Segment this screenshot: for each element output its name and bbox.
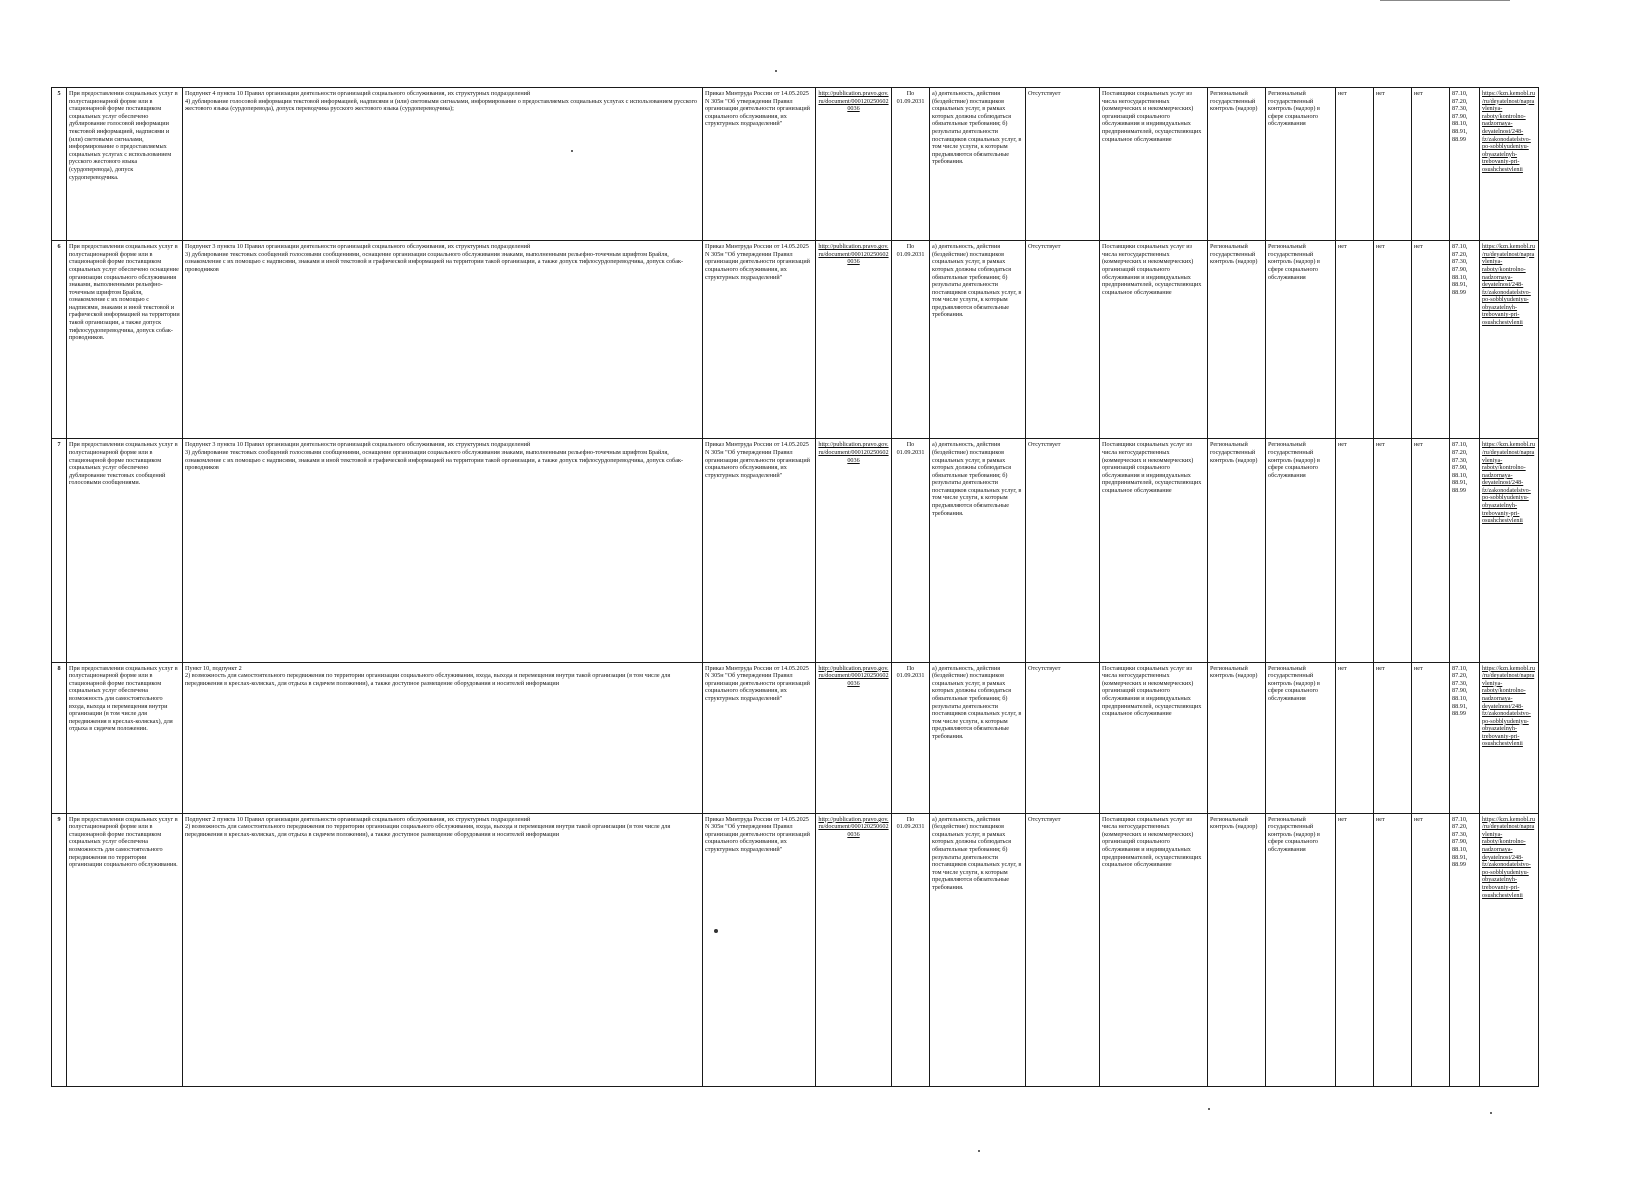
requirement-cell: При предоставлении социальных услуг в полустационарной форме или в стационарной форме поставщиком социальных услуг обеспечено дублирование голосовой информации текстовой информацией, надписями и (или) световыми сигналами, информирование о предоставляемых социальных услугах с использованием русского жестового языка (сурдоперевода), допуск сурдопереводчика. <box>67 88 183 241</box>
requirement-cell: При предоставлении социальных услуг в полустационарной форме или в стационарной форме поставщиком социальных услуг обеспечена возможность для самостоятельного передвижения по территории организации социального обслуживания. <box>67 813 183 1086</box>
publication-link-cell[interactable] <box>816 813 892 1086</box>
flag-cell-3: нет <box>1412 439 1450 662</box>
scan-speck <box>775 70 777 72</box>
control-subjects-cell: а) деятельность, действия (бездействие) поставщиков социальных услуг, в рамках которых должны соблюдаться обязательные требования; б) результаты деятельности поставщиков социальных услуг, в том числе услуги, к которым предъявляются обязательные требования. <box>930 662 1026 813</box>
scan-speck <box>978 1150 980 1152</box>
controlled-persons-cell: Поставщики социальных услуг из числа негосударственных (коммерческих и некоммерческих) организаций социального обслуживания и индивидуальных предпринимателей, осуществляющих социальное обслуживание <box>1100 241 1208 439</box>
scan-speck <box>571 150 573 152</box>
control-type-cell: Региональный контроль (надзор) <box>1208 813 1266 1086</box>
controlled-persons-cell: Поставщики социальных услуг из числа негосударственных (коммерческих и некоммерческих) организаций социального обслуживания и индивидуальных предпринимателей, осуществляющих социальное обслуживание <box>1100 813 1208 1086</box>
provision-heading: Подпункт 3 пункта 10 Правил организации деятельности организаций социального обслуживания, их структурных подразделений <box>185 243 531 251</box>
info-url-link[interactable]: https://kzn.kemobl.ru/ru/deyatelnost/napravleniya-raboty/kontrolno-nadzornaya-deyatelnost/248-fz/zakonodatelstvo-po-sobblyudeniyu-obyazatelnyh-trebovaniy-pri-osushchestvlenii <box>1482 90 1535 173</box>
provision-text: 3) дублирование текстовых сообщений голосовыми сообщениями, оснащение организации социального обслуживания знаками, выполненными рельефно-точечным шрифтом Брайля, ознакомление с их помощью с надписями, знаками и иной текстовой и графической информацией на территории такой организации, а также допуск тифлосурдопереводчика, допуск собак-проводников <box>185 448 684 472</box>
control-name-cell: Региональный государственный контроль (надзор) в сфере социального обслуживания <box>1266 662 1336 813</box>
control-type-cell: Региональный государственный контроль (надзор) <box>1208 439 1266 662</box>
scan-speck <box>1490 1112 1492 1114</box>
legal-act-cell: Приказ Минтруда России от 14.05.2025 N 305н "Об утверждении Правил организации деятельности организаций социального обслуживания, их структурных подразделений" <box>703 241 816 439</box>
info-url-cell[interactable] <box>1480 88 1539 241</box>
row-number: 8 <box>52 662 67 813</box>
controlled-persons-cell: Поставщики социальных услуг из числа негосударственных (коммерческих и некоммерческих) организаций социального обслуживания и индивидуальных предпринимателей, осуществляющих социальное обслуживание <box>1100 88 1208 241</box>
okved-cell: 87.10, 87.20, 87.30, 87.90, 88.10, 88.91, 88.99 <box>1450 439 1480 662</box>
publication-link[interactable]: http://publication.pravo.gov.ru/document/0001202506020036 <box>818 815 889 838</box>
requirement-cell: При предоставлении социальных услуг в полустационарной форме или в стационарной форме поставщиком социальных услуг обеспечено оснащение организации социального обслуживания знаками, выполненными рельефно-точечным шрифтом Брайля, ознакомление с их помощью с надписями, знаками и иной текстовой и графической информацией на территории такой организации, а также допуск тифлосурдопереводчика, допуск собак-проводников. <box>67 241 183 439</box>
okved-cell: 87.10, 87.20, 87.30, 87.90, 88.10, 88.91, 88.99 <box>1450 662 1480 813</box>
flag-cell-1: нет <box>1336 88 1374 241</box>
provision-heading: Подпункт 3 пункта 10 Правил организации деятельности организаций социального обслуживания, их структурных подразделений <box>185 441 531 449</box>
publication-link-cell[interactable] <box>816 88 892 241</box>
flag-cell-2: нет <box>1374 88 1412 241</box>
absent-cell: Отсутствует <box>1026 241 1100 439</box>
flag-cell-2: нет <box>1374 813 1412 1086</box>
scan-streak <box>1380 0 1510 1</box>
controlled-persons-cell: Поставщики социальных услуг из числа негосударственных (коммерческих и некоммерческих) организаций социального обслуживания и индивидуальных предпринимателей, осуществляющих социальное обслуживание <box>1100 662 1208 813</box>
row-number: 5 <box>52 88 67 241</box>
control-name-cell: Региональный государственный контроль (надзор) в сфере социального обслуживания <box>1266 813 1336 1086</box>
validity-date-cell: По 01.09.2031 <box>892 813 930 1086</box>
requirement-cell: При предоставлении социальных услуг в полустационарной форме или в стационарной форме поставщиком социальных услуг обеспечена возможность для самостоятельного входа, выхода и перемещения внутри организации (в том числе для передвижения в креслах-колясках), для отдыха в сидячем положении. <box>67 662 183 813</box>
flag-cell-1: нет <box>1336 813 1374 1086</box>
scan-speck <box>714 929 718 933</box>
info-url-cell[interactable] <box>1480 439 1539 662</box>
info-url-cell[interactable] <box>1480 662 1539 813</box>
control-type-cell: Региональный контроль (надзор) <box>1208 662 1266 813</box>
info-url-link[interactable]: https://kzn.kemobl.ru/ru/deyatelnost/napravleniya-raboty/kontrolno-nadzornaya-deyatelnost/248-fz/zakonodatelstvo-po-sobblyudeniyu-obyazatelnyh-trebovaniy-pri-osushchestvlenii <box>1482 664 1535 748</box>
flag-cell-3: нет <box>1412 662 1450 813</box>
provision-cell <box>183 439 703 662</box>
okved-cell: 87.10, 87.20, 87.30, 87.90, 88.10, 88.91, 88.99 <box>1450 88 1480 241</box>
flag-cell-2: нет <box>1374 662 1412 813</box>
control-type-cell: Региональный государственный контроль (надзор) <box>1208 241 1266 439</box>
okved-cell: 87.10, 87.20, 87.30, 87.90, 88.10, 88.91, 88.99 <box>1450 813 1480 1086</box>
requirements-table <box>51 87 1539 1087</box>
publication-link-cell[interactable] <box>816 439 892 662</box>
requirement-cell: При предоставлении социальных услуг в полустационарной форме или в стационарной форме поставщиком социальных услуг обеспечено дублирование текстовых сообщений голосовыми сообщениями. <box>67 439 183 662</box>
publication-link[interactable]: http://publication.pravo.gov.ru/document/0001202506020036 <box>818 664 889 687</box>
control-name-cell: Региональный государственный контроль (надзор) в сфере социального обслуживания <box>1266 88 1336 241</box>
publication-link[interactable]: http://publication.pravo.gov.ru/document/0001202506020036 <box>818 243 889 266</box>
validity-date-cell: По 01.09.2031 <box>892 439 930 662</box>
provision-text: 4) дублирование голосовой информации текстовой информацией, надписями и (или) световыми сигналами, информирование о предоставляемых социальных услугах с использованием русского жестового языка (сурдоперевода), допуск переводчика русского жестового языка (сурдопереводчика); <box>185 97 697 113</box>
publication-link-cell[interactable] <box>816 662 892 813</box>
control-subjects-cell: а) деятельность, действия (бездействие) поставщиков социальных услуг, в рамках которых должны соблюдаться обязательные требования; б) результаты деятельности поставщиков социальных услуг, в том числе услуги, к которым предъявляются обязательные требования. <box>930 813 1026 1086</box>
publication-link[interactable]: http://publication.pravo.gov.ru/document/0001202506020036 <box>818 441 889 464</box>
flag-cell-1: нет <box>1336 439 1374 662</box>
table-row <box>52 662 1539 813</box>
flag-cell-3: нет <box>1412 813 1450 1086</box>
table-row <box>52 813 1539 1086</box>
flag-cell-2: нет <box>1374 241 1412 439</box>
provision-text: 2) возможность для самостоятельного передвижения по территории организации социального обслуживания, входа, выхода и перемещения внутри такой организации (в том числе для передвижения в креслах-колясках, для отдыха в сидячем положении), а также доступное размещение оборудования и носителей информации <box>185 823 671 838</box>
scan-speck <box>1208 1108 1210 1110</box>
okved-cell: 87.10, 87.20, 87.30, 87.90, 88.10, 88.91, 88.99 <box>1450 241 1480 439</box>
flag-cell-2: нет <box>1374 439 1412 662</box>
provision-text: 2) возможность для самостоятельного передвижения по территории организации социального обслуживания, входа, выхода и перемещения внутри такой организации (в том числе для передвижения в креслах-колясках, для отдыха в сидячем положении), а также доступное размещение оборудования и носителей информации <box>185 672 671 687</box>
info-url-cell[interactable] <box>1480 241 1539 439</box>
validity-date-cell: По 01.09.2031 <box>892 662 930 813</box>
provision-text: 3) дублирование текстовых сообщений голосовыми сообщениями, оснащение организации социального обслуживания знаками, выполненными рельефно-точечным шрифтом Брайля, ознакомление с их помощью с надписями, знаками и иной текстовой и графической информацией на территории такой организации, а также допуск тифлосурдопереводчика, допуск собак-проводников <box>185 250 684 273</box>
control-subjects-cell: а) деятельность, действия (бездействие) поставщиков социальных услуг, в рамках которых должны соблюдаться обязательные требования; б) результаты деятельности поставщиков социальных услуг, в том числе услуги, к которым предъявляются обязательные требования. <box>930 88 1026 241</box>
table-row <box>52 88 1539 241</box>
absent-cell: Отсутствует <box>1026 439 1100 662</box>
control-name-cell: Региональный государственный контроль (надзор) в сфере социального обслуживания <box>1266 241 1336 439</box>
controlled-persons-cell: Поставщики социальных услуг из числа негосударственных (коммерческих и некоммерческих) организаций социального обслуживания и индивидуальных предпринимателей, осуществляющих социальное обслуживание <box>1100 439 1208 662</box>
control-subjects-cell: а) деятельность, действия (бездействие) поставщиков социальных услуг, в рамках которых должны соблюдаться обязательные требования; б) результаты деятельности поставщиков социальных услуг, в том числе услуги, к которым предъявляются обязательные требования. <box>930 439 1026 662</box>
table-row <box>52 439 1539 662</box>
info-url-link[interactable]: https://kzn.kemobl.ru/ru/deyatelnost/napravleniya-raboty/kontrolno-nadzornaya-deyatelnost/248-fz/zakonodatelstvo-po-sobblyudeniyu-obyazatelnyh-trebovaniy-pri-osushchestvlenii <box>1482 441 1535 525</box>
flag-cell-3: нет <box>1412 88 1450 241</box>
provision-heading: Подпункт 2 пункта 10 Правил организации деятельности организаций социального обслуживания, их структурных подразделений <box>185 815 531 823</box>
provision-cell <box>183 813 703 1086</box>
legal-act-cell: Приказ Минтруда России от 14.05.2025 N 305н "Об утверждении Правил организации деятельности организаций социального обслуживания, их структурных подразделений" <box>703 813 816 1086</box>
table-row <box>52 241 1539 439</box>
absent-cell: Отсутствует <box>1026 813 1100 1086</box>
legal-act-cell: Приказ Минтруда России от 14.05.2025 N 305н "Об утверждении Правил организации деятельности организаций социального обслуживания, их структурных подразделений" <box>703 88 816 241</box>
absent-cell: Отсутствует <box>1026 88 1100 241</box>
publication-link[interactable]: http://publication.pravo.gov.ru/document/0001202506020036 <box>818 90 889 113</box>
provision-heading: Пункт 10, подпункт 2 <box>185 664 242 672</box>
flag-cell-3: нет <box>1412 241 1450 439</box>
control-type-cell: Региональный государственный контроль (надзор) <box>1208 88 1266 241</box>
legal-act-cell: Приказ Минтруда России от 14.05.2025 N 305н "Об утверждении Правил организации деятельности организаций социального обслуживания, их структурных подразделений" <box>703 439 816 662</box>
validity-date-cell: По 01.09.2031 <box>892 241 930 439</box>
provision-cell <box>183 662 703 813</box>
absent-cell: Отсутствует <box>1026 662 1100 813</box>
flag-cell-1: нет <box>1336 241 1374 439</box>
provision-cell <box>183 241 703 439</box>
info-url-link[interactable]: https://kzn.kemobl.ru/ru/deyatelnost/napravleniya-raboty/kontrolno-nadzornaya-deyatelnost/248-fz/zakonodatelstvo-po-sobblyudeniyu-obyazatelnyh-trebovaniy-pri-osushchestvlenii <box>1482 815 1535 899</box>
row-number: 9 <box>52 813 67 1086</box>
validity-date-cell: По 01.09.2031 <box>892 88 930 241</box>
info-url-cell[interactable] <box>1480 813 1539 1086</box>
row-number: 6 <box>52 241 67 439</box>
flag-cell-1: нет <box>1336 662 1374 813</box>
control-name-cell: Региональный государственный контроль (надзор) в сфере социального обслуживания <box>1266 439 1336 662</box>
info-url-link[interactable]: https://kzn.kemobl.ru/ru/deyatelnost/napravleniya-raboty/kontrolno-nadzornaya-deyatelnost/248-fz/zakonodatelstvo-po-sobblyudeniyu-obyazatelnyh-trebovaniy-pri-osushchestvlenii <box>1482 243 1535 327</box>
provision-cell <box>183 88 703 241</box>
publication-link-cell[interactable] <box>816 241 892 439</box>
legal-act-cell: Приказ Минтруда России от 14.05.2025 N 305н "Об утверждении Правил организации деятельности организаций социального обслуживания, их структурных подразделений" <box>703 662 816 813</box>
provision-heading: Подпункт 4 пункта 10 Правил организации деятельности организаций социального обслуживания, их структурных подразделений <box>185 90 531 97</box>
control-subjects-cell: а) деятельность, действия (бездействие) поставщиков социальных услуг, в рамках которых должны соблюдаться обязательные требования; б) результаты деятельности поставщиков социальных услуг, в том числе услуги, к которым предъявляются обязательные требования. <box>930 241 1026 439</box>
row-number: 7 <box>52 439 67 662</box>
